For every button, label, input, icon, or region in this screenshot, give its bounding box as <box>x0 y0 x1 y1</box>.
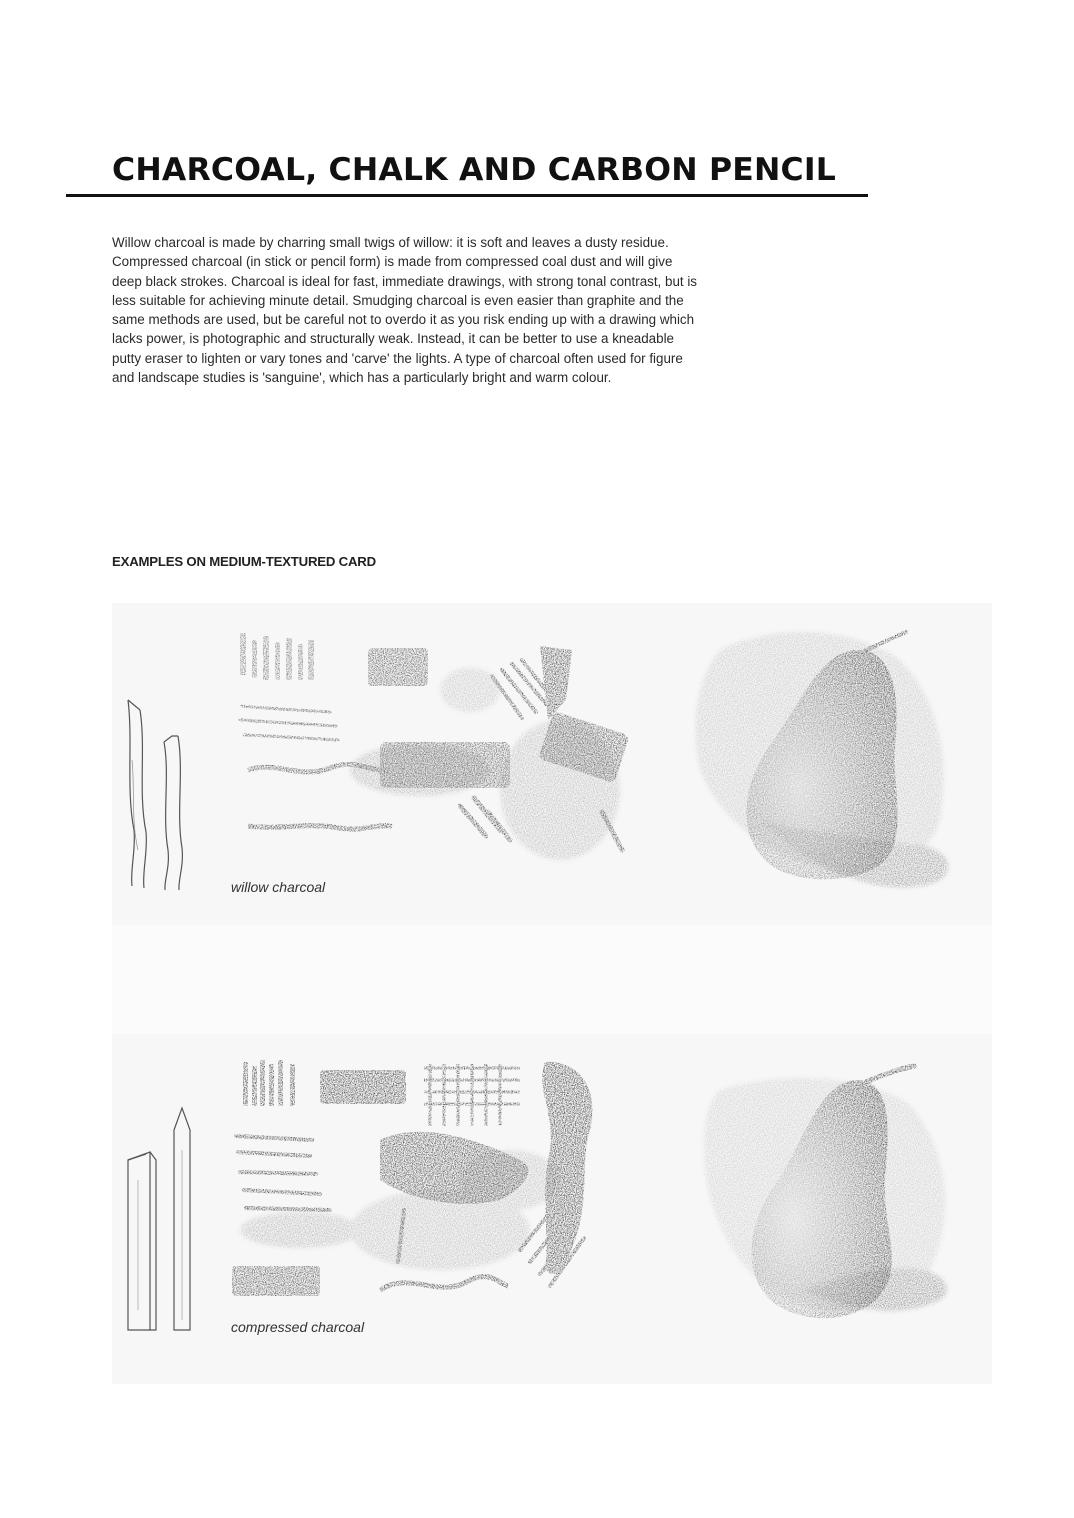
willow-charcoal-sticks <box>128 700 182 890</box>
willow-pear-drawing <box>695 632 948 888</box>
compressed-pear-drawing <box>704 1066 947 1318</box>
compressed-charcoal-sticks <box>128 1108 190 1330</box>
section-heading: EXAMPLES ON MEDIUM-TEXTURED CARD <box>112 554 376 569</box>
body-paragraph: Willow charcoal is made by charring small twigs of willow: it is soft and leaves a dusty residue. Compressed charcoal (in stick or pencil form) is made from compressed coal dust and will give deep black strokes. Charcoal is ideal for fast, immediate drawings, with strong tonal contrast, but is less suitable for achieving minute detail. Smudging charcoal is even easier than graphite and the same methods are used, but be careful not to overdo it as you risk ending up with a drawing which lacks power, is photographic and structurally weak. Instead, it can be better to use a kneadable putty eraser to lighten or vary tones and 'carve' the lights. A type of charcoal often used for figure and landscape studies is 'sanguine', which has a particularly bright and warm colour. <box>112 235 697 386</box>
page-title: CHARCOAL, CHALK AND CARBON PENCIL <box>112 152 837 188</box>
caption-compressed-charcoal: compressed charcoal <box>231 1319 365 1335</box>
caption-willow-charcoal: willow charcoal <box>231 879 326 895</box>
